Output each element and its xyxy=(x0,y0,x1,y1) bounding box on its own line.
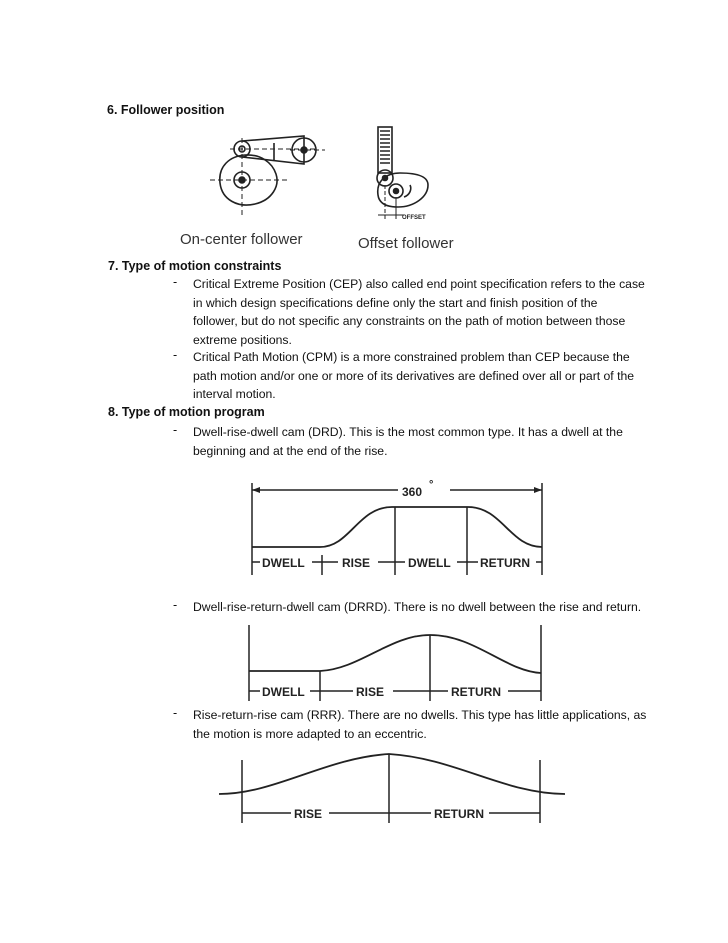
bullet-dash: - xyxy=(173,706,178,720)
drd-total-label: 360 xyxy=(402,485,423,499)
rrr-return-label: RETURN xyxy=(434,807,484,821)
bullet-dash: - xyxy=(173,275,178,289)
drd-diagram xyxy=(240,475,550,580)
offset-label: OFFSET xyxy=(402,215,426,221)
drd-rise-label: RISE xyxy=(342,556,371,570)
section-6-heading: 6. Follower position xyxy=(107,103,225,117)
drd-dwell-2-label: DWELL xyxy=(408,556,451,570)
drrd-rise-label: RISE xyxy=(356,685,385,699)
drd-return-label: RETURN xyxy=(480,556,530,570)
bullet-dash: - xyxy=(173,598,178,612)
bullet-dash: - xyxy=(173,423,178,437)
on-center-caption: On-center follower xyxy=(180,231,303,248)
text-line: extreme positions. xyxy=(193,332,292,347)
text-line: the motion is more adapted to an eccentric. xyxy=(193,726,427,741)
rrr-rise-label: RISE xyxy=(294,807,323,821)
rrr-paragraph xyxy=(193,706,646,743)
cep-paragraph xyxy=(193,275,645,349)
rrr-diagram xyxy=(215,750,570,825)
text-line: interval motion. xyxy=(193,387,276,401)
drd-paragraph xyxy=(193,423,623,460)
offset-follower-diagram xyxy=(360,123,450,223)
degree-symbol: ° xyxy=(429,479,434,491)
drrd-paragraph xyxy=(193,598,641,617)
drrd-dwell-label: DWELL xyxy=(262,685,305,699)
text-line: follower, but do not specific any constraints on the path of motion between those xyxy=(193,314,626,328)
on-center-follower-diagram xyxy=(200,128,330,228)
text-line: path motion and/or one or more of its derivatives are defined over all or part of the xyxy=(193,368,635,383)
drrd-return-label: RETURN xyxy=(451,685,501,699)
drrd-diagram xyxy=(240,625,550,703)
cpm-paragraph xyxy=(193,348,634,404)
offset-caption: Offset follower xyxy=(358,235,454,252)
text-line: in which design specifications define only the start and finish position of the xyxy=(193,295,598,310)
text-line: Dwell-rise-dwell cam (DRD). This is the most common type. It has a dwell at the xyxy=(193,425,623,439)
text-line: Rise-return-rise cam (RRR). There are no dwells. This type has little applications, as xyxy=(193,708,647,722)
text-line: beginning and at the end of the rise. xyxy=(193,443,388,458)
text-line: Dwell-rise-return-dwell cam (DRRD). There is no dwell between the rise and return. xyxy=(193,600,642,614)
section-7-heading: 7. Type of motion constraints xyxy=(108,259,282,273)
text-line: Critical Path Motion (CPM) is a more constrained problem than CEP because the xyxy=(193,350,630,364)
drd-dwell-1-label: DWELL xyxy=(262,556,305,570)
bullet-dash: - xyxy=(173,348,178,362)
section-8-heading: 8. Type of motion program xyxy=(108,405,265,419)
text-line: Critical Extreme Position (CEP) also called end point specification refers to the case xyxy=(193,277,645,291)
